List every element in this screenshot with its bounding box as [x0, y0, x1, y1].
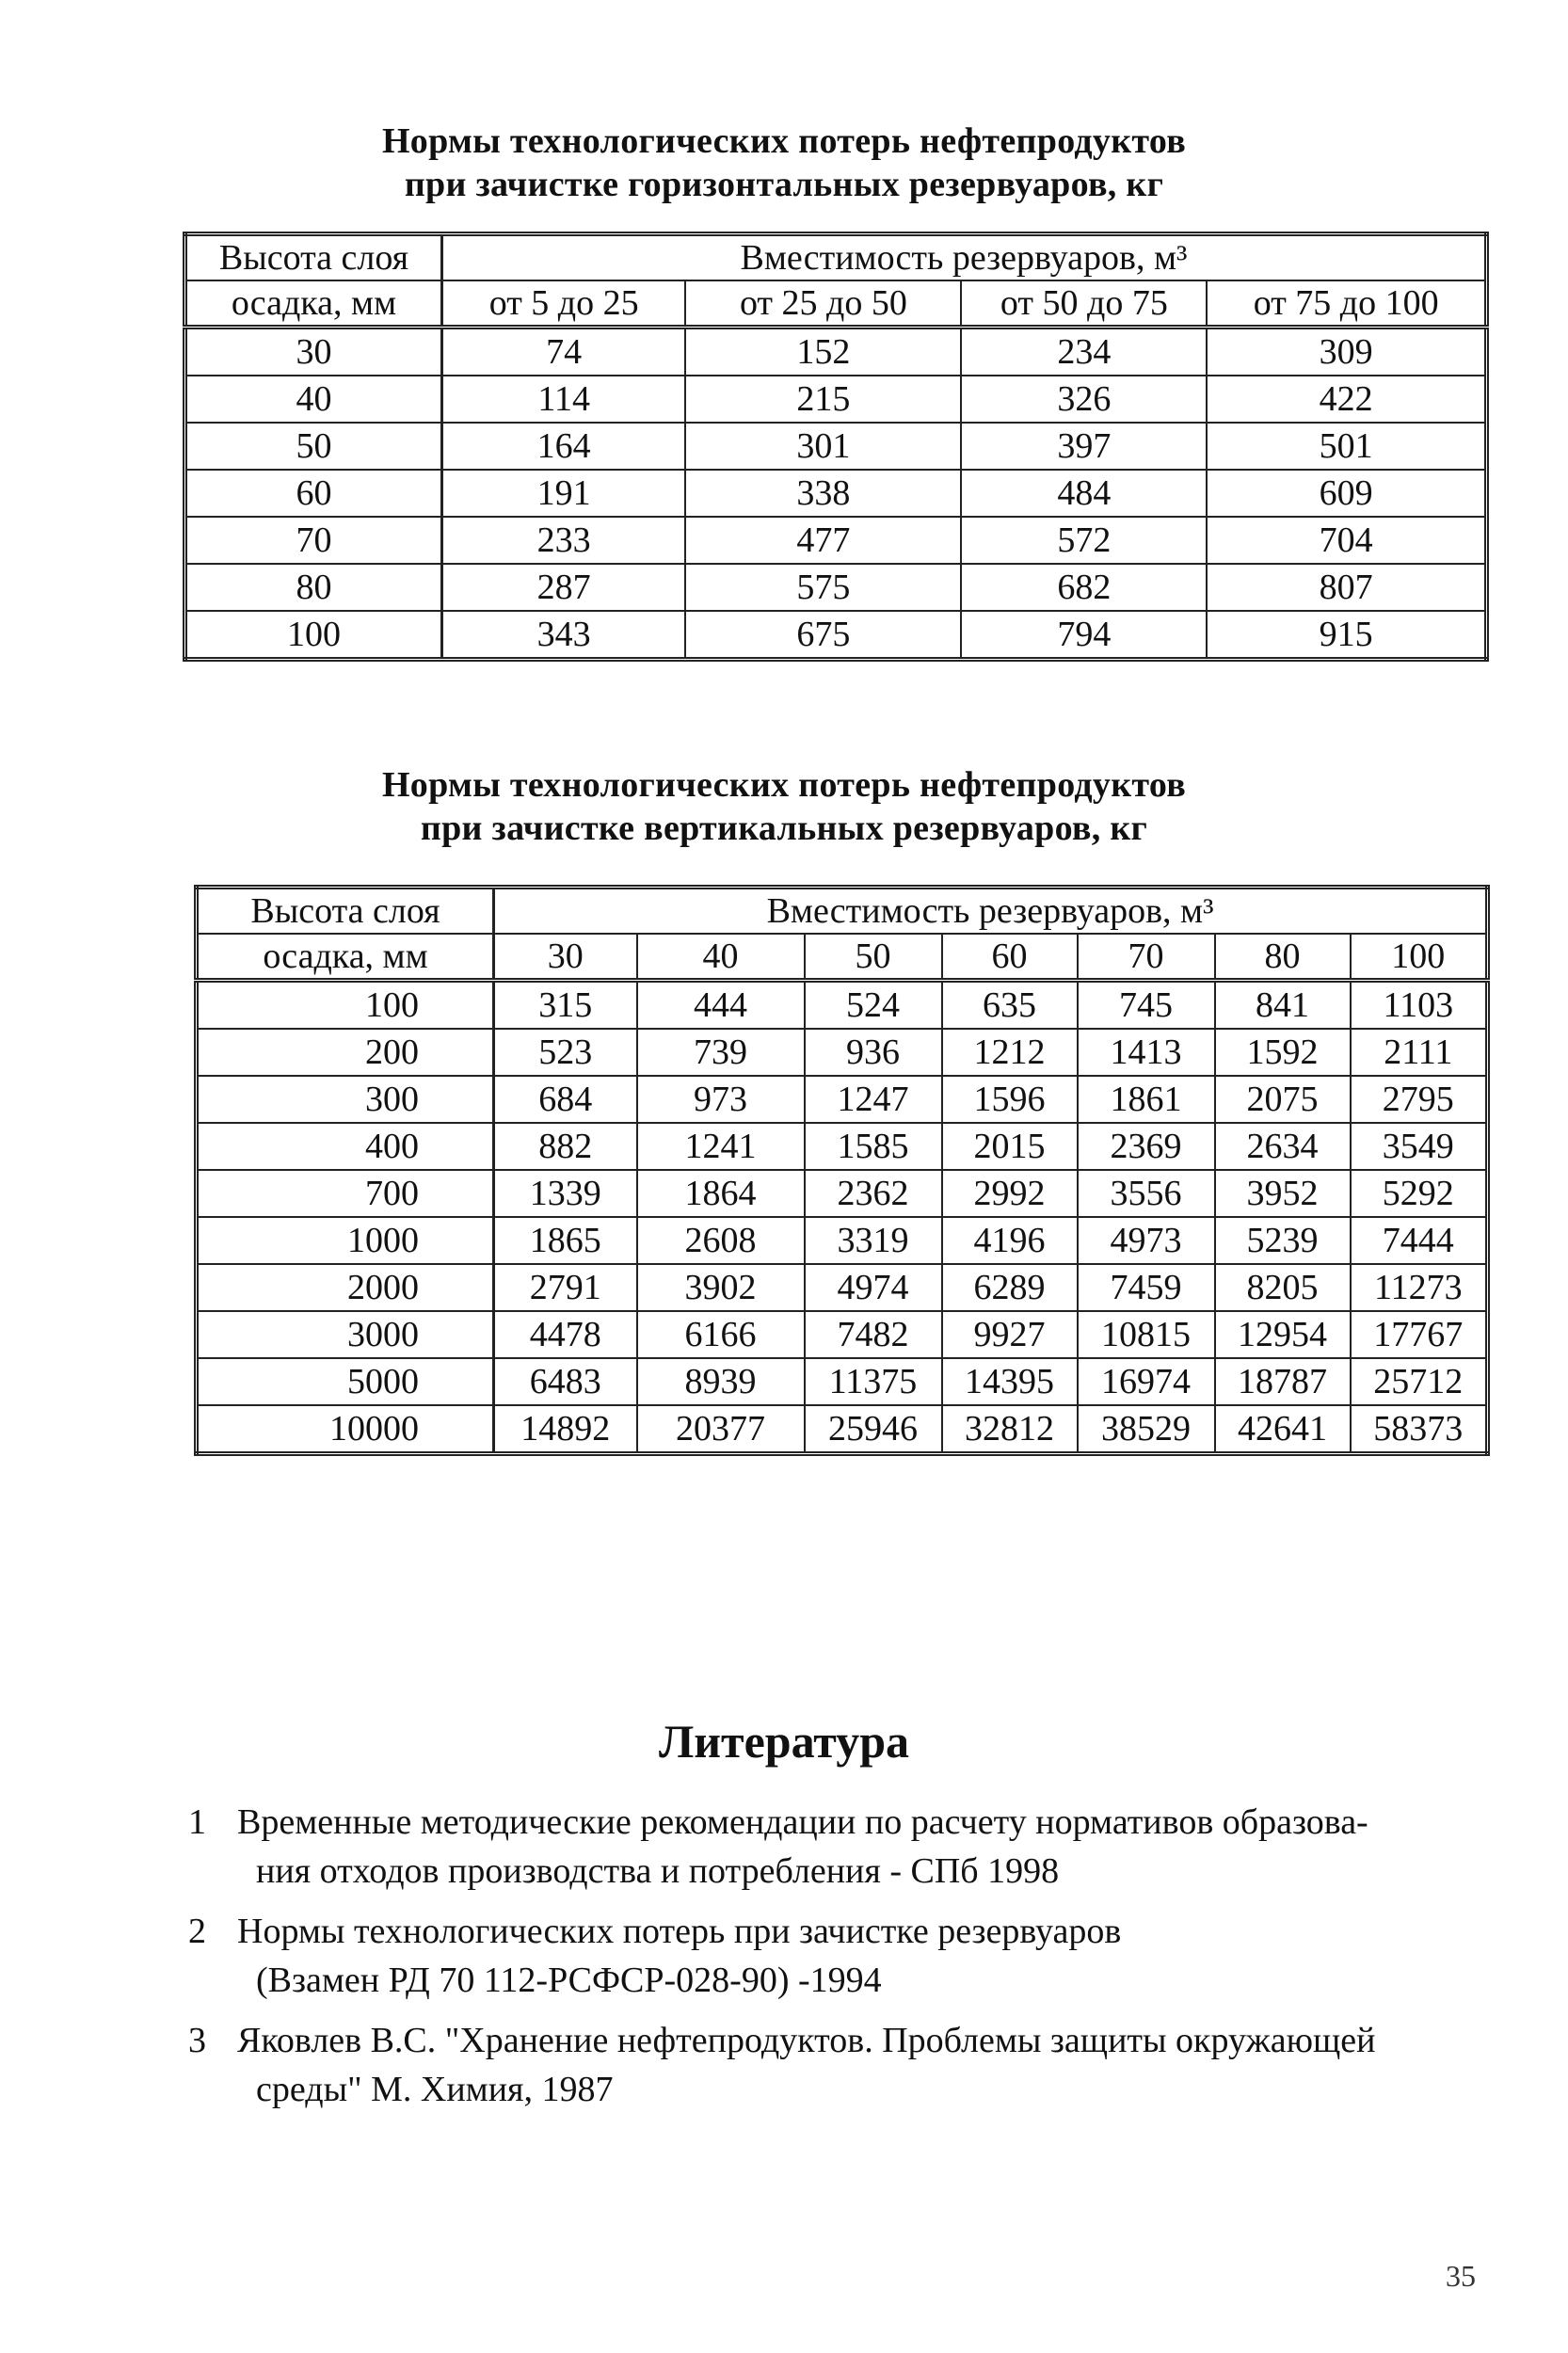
- table2-title-line2: при зачистке вертикальных резервуаров, кг: [420, 808, 1148, 848]
- table-row: [197, 1170, 1488, 1217]
- table-cell: 326: [961, 376, 1207, 423]
- table-cell: 2791: [494, 1264, 637, 1311]
- table-row: [185, 564, 1487, 611]
- table-row: [197, 1217, 1488, 1264]
- table-cell: 524: [805, 981, 942, 1030]
- row-header-line2: осадка, мм: [197, 934, 494, 981]
- table-cell: 1103: [1351, 981, 1488, 1030]
- table-cell: 4478: [494, 1311, 637, 1358]
- table-cell: 14395: [942, 1358, 1078, 1405]
- table1-title-line2: при зачистке горизонтальных резервуаров, кг: [404, 165, 1164, 204]
- table-cell: 74: [441, 328, 685, 376]
- table-cell: 234: [961, 328, 1207, 376]
- reference-line1: Яковлев В.С. "Хранение нефтепродуктов. Проблемы защиты окружающей: [237, 2021, 1376, 2060]
- column-header: 70: [1078, 934, 1215, 981]
- reference-number: 1: [188, 1802, 206, 1842]
- row-height-cell: 50: [185, 423, 442, 470]
- table-cell: 58373: [1351, 1405, 1488, 1454]
- table-cell: 9927: [942, 1311, 1078, 1358]
- table-row: [197, 1358, 1488, 1405]
- row-height-cell: 60: [185, 470, 442, 517]
- table-cell: 936: [805, 1029, 942, 1076]
- table-cell: 2634: [1215, 1123, 1351, 1170]
- row-header-line1: Высота слоя: [185, 234, 442, 281]
- row-height-cell: 70: [185, 517, 442, 564]
- table-cell: 1861: [1078, 1076, 1215, 1123]
- table-cell: 1413: [1078, 1029, 1215, 1076]
- row-height-cell: 2000: [197, 1264, 494, 1311]
- table-cell: 572: [961, 517, 1207, 564]
- table-row: [185, 376, 1487, 423]
- table-cell: 7482: [805, 1311, 942, 1358]
- table-cell: 5292: [1351, 1170, 1488, 1217]
- table-cell: 1212: [942, 1029, 1078, 1076]
- row-height-cell: 400: [197, 1123, 494, 1170]
- capacity-header: Вместимость резервуаров, м³: [494, 888, 1488, 935]
- page-number: 35: [1446, 2259, 1476, 2293]
- table-cell: 501: [1207, 423, 1486, 470]
- table-cell: 18787: [1215, 1358, 1351, 1405]
- table-row: [197, 1311, 1488, 1358]
- table-cell: 6483: [494, 1358, 637, 1405]
- table-cell: 233: [441, 517, 685, 564]
- table-cell: 2015: [942, 1123, 1078, 1170]
- table-cell: 745: [1078, 981, 1215, 1030]
- vertical-tanks-table: [194, 885, 1490, 1456]
- table-cell: 114: [441, 376, 685, 423]
- reference-line1: Временные методические рекомендации по расчету нормативов образова-: [237, 1802, 1368, 1842]
- row-height-cell: 200: [197, 1029, 494, 1076]
- table-cell: 973: [637, 1076, 805, 1123]
- column-header: от 50 до 75: [961, 280, 1207, 328]
- table-cell: 484: [961, 470, 1207, 517]
- row-height-cell: 100: [197, 981, 494, 1030]
- table-cell: 32812: [942, 1405, 1078, 1454]
- table-cell: 2795: [1351, 1076, 1488, 1123]
- reference-line2: среды" М. Химия, 1987: [256, 2070, 614, 2109]
- row-height-cell: 30: [185, 328, 442, 376]
- table-cell: 3549: [1351, 1123, 1488, 1170]
- table-cell: 343: [441, 611, 685, 660]
- horizontal-tanks-table: [183, 232, 1489, 662]
- table-cell: 20377: [637, 1405, 805, 1454]
- table-cell: 287: [441, 564, 685, 611]
- table-row: [197, 1123, 1488, 1170]
- row-height-cell: 300: [197, 1076, 494, 1123]
- table-row: [185, 470, 1487, 517]
- table-cell: 915: [1207, 611, 1486, 660]
- table-row: [185, 517, 1487, 564]
- column-header: от 25 до 50: [685, 280, 961, 328]
- table-cell: 739: [637, 1029, 805, 1076]
- table-cell: 7459: [1078, 1264, 1215, 1311]
- table-cell: 1339: [494, 1170, 637, 1217]
- table-cell: 11273: [1351, 1264, 1488, 1311]
- table-cell: 25712: [1351, 1358, 1488, 1405]
- reference-item: [188, 1907, 1487, 2005]
- row-header-line2: осадка, мм: [185, 280, 442, 328]
- table-cell: 882: [494, 1123, 637, 1170]
- table-cell: 42641: [1215, 1405, 1351, 1454]
- table-cell: 1864: [637, 1170, 805, 1217]
- capacity-header: Вместимость резервуаров, м³: [441, 234, 1486, 281]
- table-cell: 17767: [1351, 1311, 1488, 1358]
- table-cell: 4196: [942, 1217, 1078, 1264]
- table-cell: 152: [685, 328, 961, 376]
- table-cell: 8939: [637, 1358, 805, 1405]
- column-header: от 5 до 25: [441, 280, 685, 328]
- table1-title-line1: Нормы технологических потерь нефтепродуктов: [381, 121, 1187, 161]
- table-cell: 3556: [1078, 1170, 1215, 1217]
- reference-number: 2: [188, 1912, 206, 1951]
- table-row: [185, 611, 1487, 660]
- table-cell: 2111: [1351, 1029, 1488, 1076]
- table-cell: 6166: [637, 1311, 805, 1358]
- table-cell: 3902: [637, 1264, 805, 1311]
- reference-line2: (Взамен РД 70 112-РСФСР-028-90) -1994: [256, 1961, 882, 2000]
- table-row: [197, 1405, 1488, 1454]
- table-cell: 3319: [805, 1217, 942, 1264]
- row-header-line1: Высота слоя: [197, 888, 494, 935]
- table-cell: 6289: [942, 1264, 1078, 1311]
- table-cell: 397: [961, 423, 1207, 470]
- table-cell: 704: [1207, 517, 1486, 564]
- table-cell: 2608: [637, 1217, 805, 1264]
- table2-title-line1: Нормы технологических потерь нефтепродуктов: [381, 765, 1187, 805]
- table-cell: 215: [685, 376, 961, 423]
- table-cell: 25946: [805, 1405, 942, 1454]
- row-height-cell: 700: [197, 1170, 494, 1217]
- table-cell: 14892: [494, 1405, 637, 1454]
- table-cell: 1592: [1215, 1029, 1351, 1076]
- table-cell: 2992: [942, 1170, 1078, 1217]
- column-header: 60: [942, 934, 1078, 981]
- table-cell: 635: [942, 981, 1078, 1030]
- row-height-cell: 5000: [197, 1358, 494, 1405]
- table-cell: 1865: [494, 1217, 637, 1264]
- table-cell: 10815: [1078, 1311, 1215, 1358]
- table-cell: 575: [685, 564, 961, 611]
- table-cell: 16974: [1078, 1358, 1215, 1405]
- table-cell: 609: [1207, 470, 1486, 517]
- table-cell: 807: [1207, 564, 1486, 611]
- row-height-cell: 100: [185, 611, 442, 660]
- table-cell: 8205: [1215, 1264, 1351, 1311]
- table-cell: 2369: [1078, 1123, 1215, 1170]
- table-cell: 11375: [805, 1358, 942, 1405]
- row-height-cell: 1000: [197, 1217, 494, 1264]
- table-cell: 12954: [1215, 1311, 1351, 1358]
- row-height-cell: 3000: [197, 1311, 494, 1358]
- table-cell: 315: [494, 981, 637, 1030]
- row-height-cell: 40: [185, 376, 442, 423]
- table-cell: 338: [685, 470, 961, 517]
- column-header: 30: [494, 934, 637, 981]
- table-cell: 1247: [805, 1076, 942, 1123]
- table-cell: 3952: [1215, 1170, 1351, 1217]
- table-cell: 5239: [1215, 1217, 1351, 1264]
- table-cell: 38529: [1078, 1405, 1215, 1454]
- reference-item: [188, 2016, 1487, 2114]
- table-cell: 684: [494, 1076, 637, 1123]
- table-cell: 1596: [942, 1076, 1078, 1123]
- table-cell: 1241: [637, 1123, 805, 1170]
- table-cell: 309: [1207, 328, 1486, 376]
- table-row: [185, 328, 1487, 376]
- column-header: 50: [805, 934, 942, 981]
- table-row: [197, 1076, 1488, 1123]
- row-height-cell: 80: [185, 564, 442, 611]
- table-cell: 4974: [805, 1264, 942, 1311]
- table-cell: 2075: [1215, 1076, 1351, 1123]
- table-cell: 682: [961, 564, 1207, 611]
- table-cell: 422: [1207, 376, 1486, 423]
- table-cell: 4973: [1078, 1217, 1215, 1264]
- table-cell: 2362: [805, 1170, 942, 1217]
- table-cell: 164: [441, 423, 685, 470]
- table-cell: 477: [685, 517, 961, 564]
- reference-item: [188, 1798, 1487, 1896]
- column-header: от 75 до 100: [1207, 280, 1486, 328]
- column-header: 40: [637, 934, 805, 981]
- literature-heading: Литература: [658, 1715, 910, 1768]
- reference-line2: ния отходов производства и потребления - СПб 1998: [256, 1851, 1060, 1891]
- table-row: [197, 981, 1488, 1030]
- reference-number: 3: [188, 2021, 206, 2060]
- table-cell: 523: [494, 1029, 637, 1076]
- reference-line1: Нормы технологических потерь при зачистке резервуаров: [237, 1912, 1122, 1951]
- table-cell: 841: [1215, 981, 1351, 1030]
- table-cell: 675: [685, 611, 961, 660]
- table-row: [185, 423, 1487, 470]
- table-cell: 444: [637, 981, 805, 1030]
- table-cell: 191: [441, 470, 685, 517]
- table-cell: 7444: [1351, 1217, 1488, 1264]
- column-header: 100: [1351, 934, 1488, 981]
- table-row: [197, 1264, 1488, 1311]
- row-height-cell: 10000: [197, 1405, 494, 1454]
- table-cell: 794: [961, 611, 1207, 660]
- table-cell: 301: [685, 423, 961, 470]
- column-header: 80: [1215, 934, 1351, 981]
- table-cell: 1585: [805, 1123, 942, 1170]
- table-row: [197, 1029, 1488, 1076]
